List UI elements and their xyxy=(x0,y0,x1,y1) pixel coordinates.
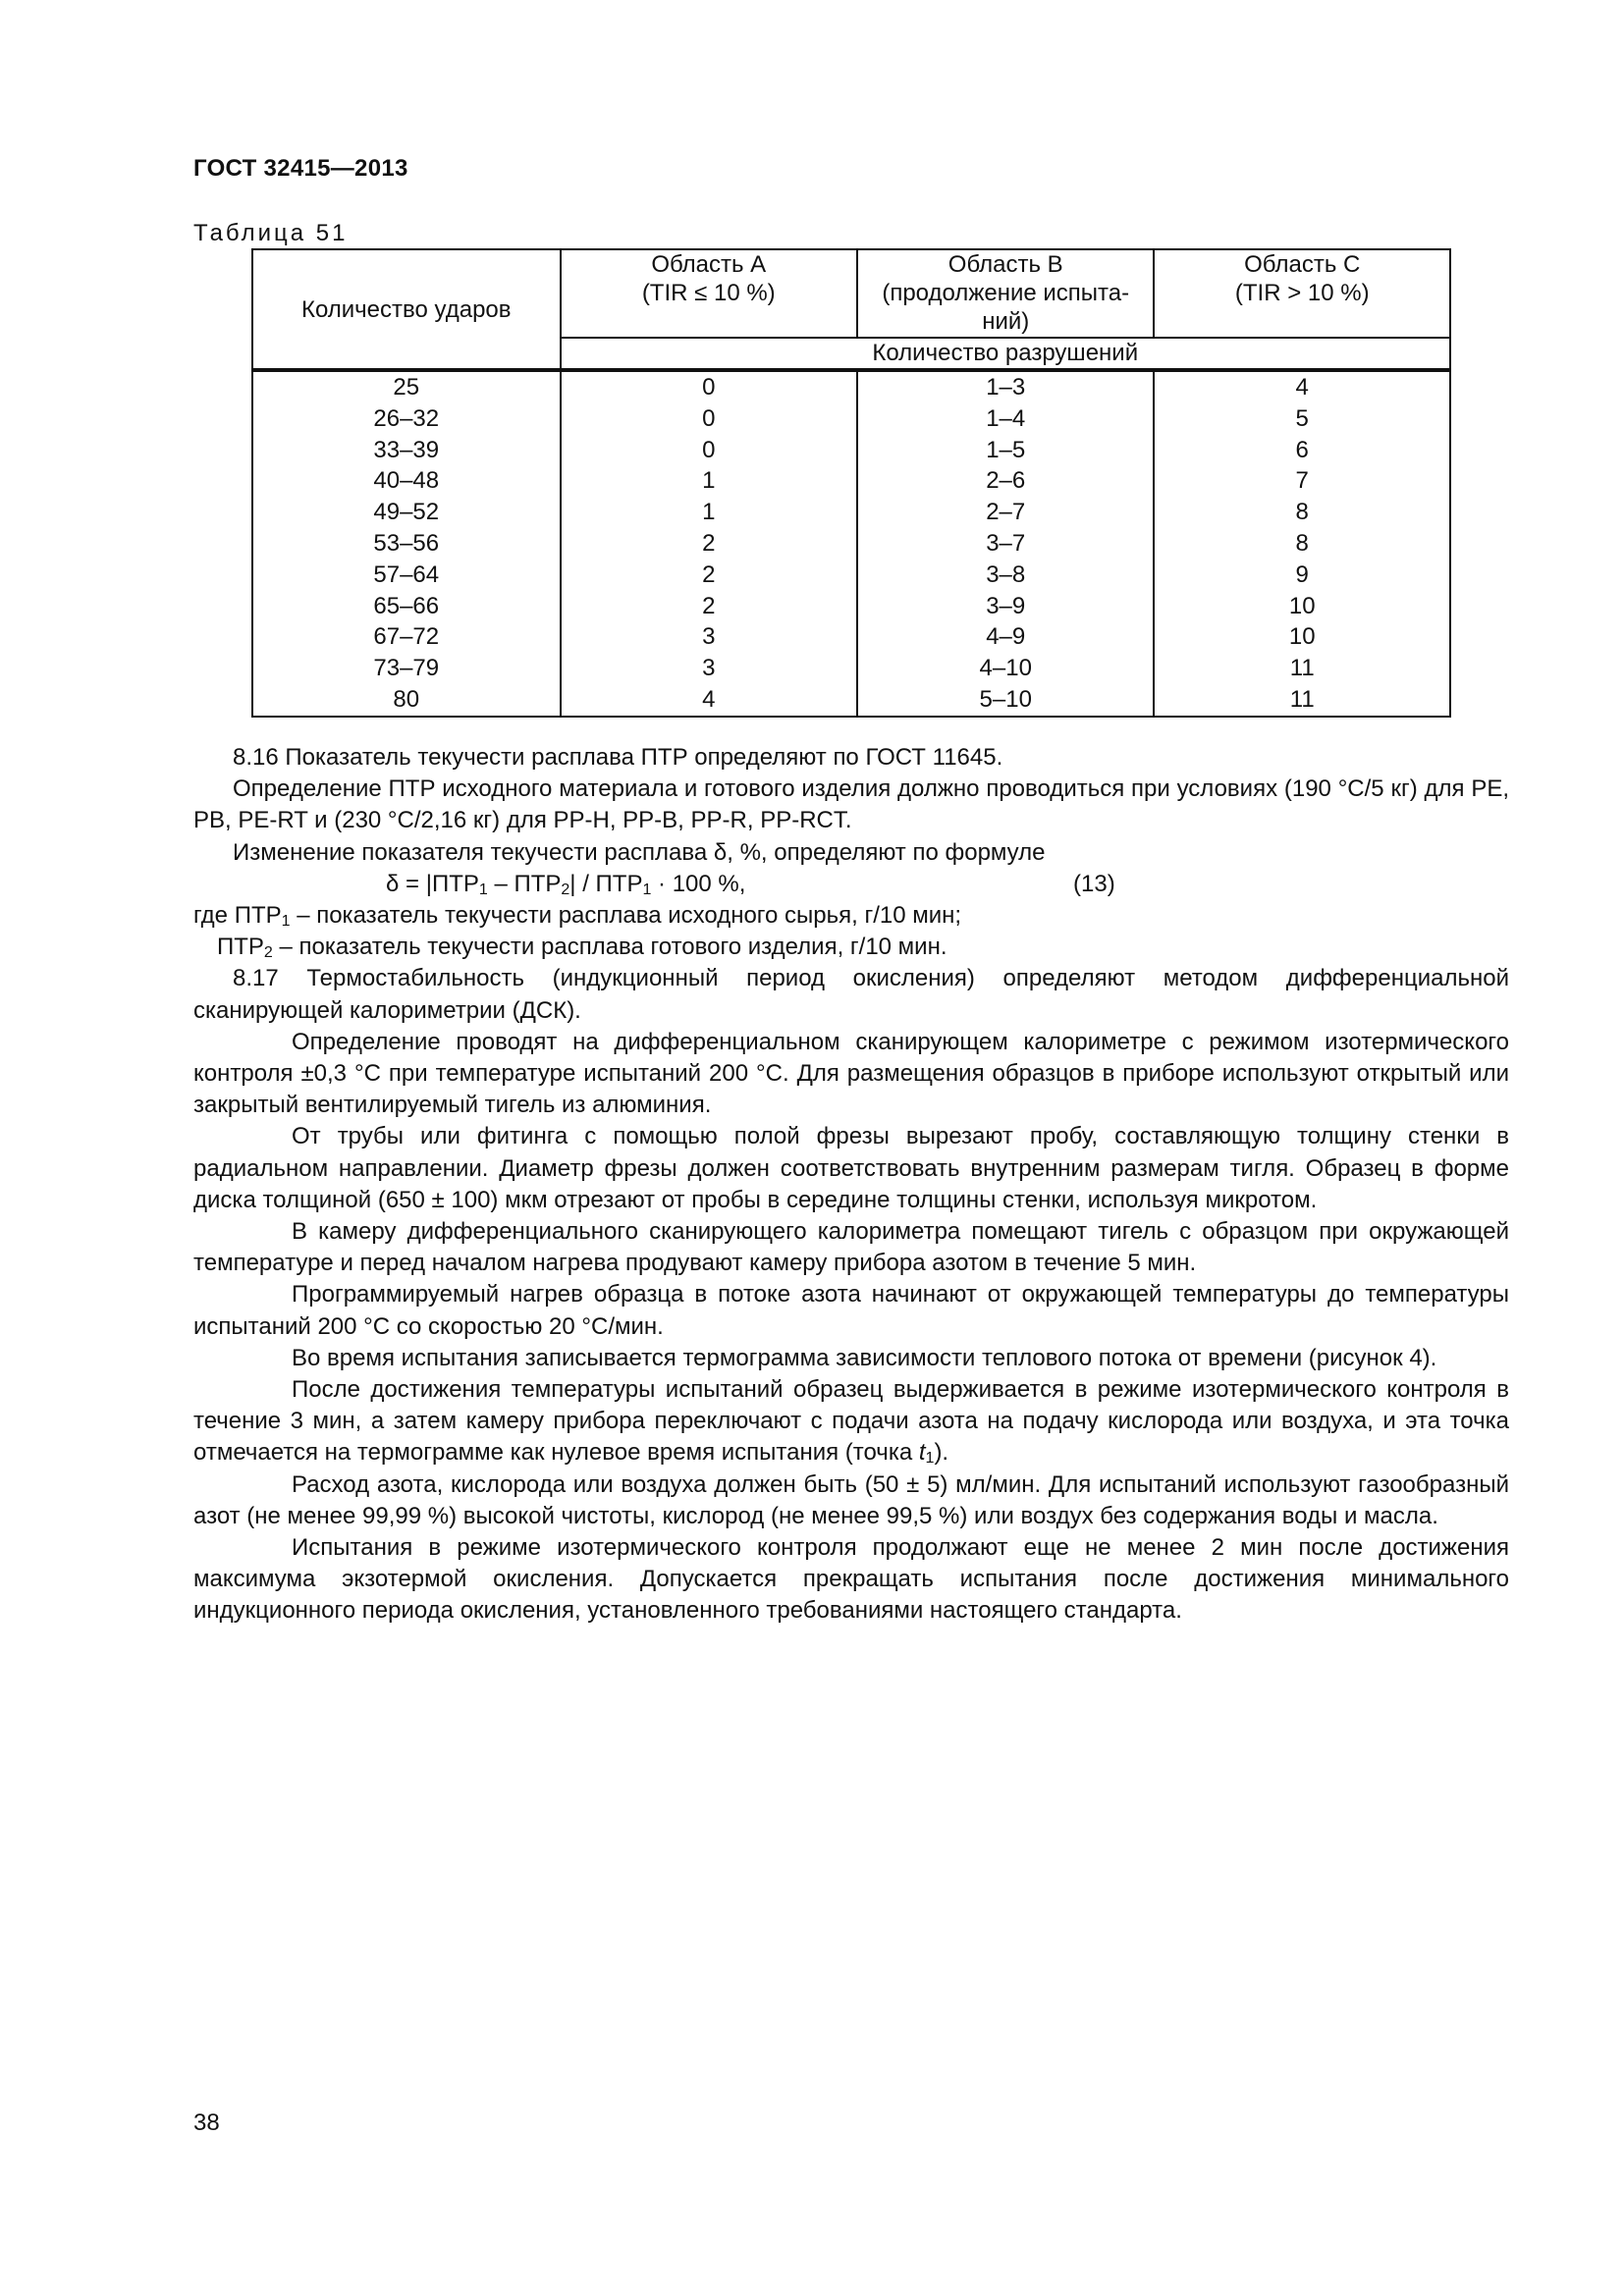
table-row xyxy=(252,497,1450,528)
region-c-cell: 7 xyxy=(1154,465,1450,497)
impact-failures-table xyxy=(251,248,1451,718)
body-text xyxy=(193,742,1509,1628)
region-c-cell: 8 xyxy=(1154,528,1450,560)
header-region-b: Область В (продолжение испыта- ний) xyxy=(857,249,1154,338)
table-row xyxy=(252,465,1450,497)
paragraph-thermogram: Во время испытания записывается термограмма зависимости теплового потока от времени (рисунок 4). xyxy=(292,1344,1437,1371)
paragraph-8-17: 8.17 Термостабильность (индукционный период окисления) определяют методом дифференциальной сканирующей калориметрии (ДСК). xyxy=(193,965,1509,1024)
region-a-cell: 3 xyxy=(561,653,857,684)
paragraph-sample-prep: От трубы или фитинга с помощью полой фрезы вырезают пробу, составляющую толщину стенки в радиальном направлении. Диаметр фрезы должен соответствовать внутренним размерам тигля. Образец в форме диска толщиной (650 ± 100) мкм отрезают от пробы в середине толщины стенки, используя микротом. xyxy=(193,1123,1509,1213)
impact-count-cell: 49–52 xyxy=(252,497,561,528)
impact-count-cell: 53–56 xyxy=(252,528,561,560)
header-region-c: Область С (TIR > 10 %) xyxy=(1154,249,1450,338)
formula-where-ptr2: $ПТР_2$ – показатель текучести расплава готового изделия, г/10 мин. xyxy=(217,934,947,962)
table-row xyxy=(252,403,1450,435)
impact-count-cell: 67–72 xyxy=(252,621,561,653)
impact-count-cell: 40–48 xyxy=(252,465,561,497)
impact-count-cell: 65–66 xyxy=(252,591,561,622)
region-b-cell: 4–10 xyxy=(857,653,1154,684)
region-b-cell: 3–9 xyxy=(857,591,1154,622)
region-b-cell: 5–10 xyxy=(857,684,1154,717)
paragraph-delta-intro: Изменение показателя текучести расплава δ, %, определяют по формуле xyxy=(233,838,1046,866)
page-number: 38 xyxy=(193,2109,220,2136)
region-c-cell: 11 xyxy=(1154,684,1450,717)
paragraph-test-end: Испытания в режиме изотермического контроля продолжают еще не менее 2 мин после достижения максимума экзотермой окисления. Допускается прекращать испытания после достижения минимального индукционного периода окисления, установленного требованиями настоящего стандарта. xyxy=(193,1534,1509,1625)
region-a-cell: 4 xyxy=(561,684,857,717)
region-c-cell: 9 xyxy=(1154,560,1450,591)
paragraph-8-16: 8.16 Показатель текучести расплава ПТР определяют по ГОСТ 11645. xyxy=(233,744,1003,771)
impact-count-cell: 25 xyxy=(252,370,561,403)
table-row xyxy=(252,435,1450,466)
region-b-cell: 4–9 xyxy=(857,621,1154,653)
paragraph-isothermal: После достижения температуры испытаний образец выдерживается в режиме изотермического контроля в течение 3 мин, а затем камеру прибора переключают с подачи азота на подачу кислорода или воздуха, и эта точка отмечается на термограмме как нулевое время испытания (точка $t_1$). xyxy=(193,1376,1509,1468)
region-c-cell: 10 xyxy=(1154,621,1450,653)
region-a-cell: 3 xyxy=(561,621,857,653)
impact-count-cell: 73–79 xyxy=(252,653,561,684)
paragraph-gas-flow: Расход азота, кислорода или воздуха должен быть (50 ± 5) мл/мин. Для испытаний используют газообразный азот (не менее 99,99 %) высокой чистоты, кислород (не менее 99,5 %) или воздух без содержания воды и масла. xyxy=(193,1470,1509,1529)
region-b-cell: 1–5 xyxy=(857,435,1154,466)
formula-expression: $\delta = |ПТР_1 - ПТР_2| / ПТР_1 \cdot 100$ %, xyxy=(386,870,746,898)
table-caption: Таблица 51 xyxy=(193,220,349,246)
region-c-cell: 11 xyxy=(1154,653,1450,684)
region-b-cell: 3–7 xyxy=(857,528,1154,560)
header-failures-count: Количество разрушений xyxy=(561,338,1451,370)
impact-count-cell: 80 xyxy=(252,684,561,717)
paragraph-ptr-conditions: Определение ПТР исходного материала и готового изделия должно проводиться при условиях (190 °С/5 кг) для PE, PB, PE-RT и (230 °С/2,16 кг) для PP-H, PP-B, PP-R, PP-RCT. xyxy=(193,775,1509,834)
table-row xyxy=(252,591,1450,622)
formula-13 xyxy=(193,869,1509,900)
table-row xyxy=(252,370,1450,403)
table-body xyxy=(252,370,1450,717)
document-header: ГОСТ 32415—2013 xyxy=(193,155,408,182)
table-row xyxy=(252,684,1450,717)
paragraph-heating: Программируемый нагрев образца в потоке азота начинают от окружающей температуры до температуры испытаний 200 °С со скоростью 20 °С/мин. xyxy=(193,1281,1509,1340)
impact-count-cell: 57–64 xyxy=(252,560,561,591)
region-c-cell: 10 xyxy=(1154,591,1450,622)
region-a-cell: 0 xyxy=(561,403,857,435)
impact-count-cell: 33–39 xyxy=(252,435,561,466)
region-a-cell: 2 xyxy=(561,591,857,622)
region-b-cell: 1–3 xyxy=(857,370,1154,403)
region-c-cell: 6 xyxy=(1154,435,1450,466)
region-a-cell: 1 xyxy=(561,497,857,528)
region-c-cell: 5 xyxy=(1154,403,1450,435)
region-b-cell: 1–4 xyxy=(857,403,1154,435)
formula-where-ptr1: где $ПТР_1$ – показатель текучести расплава исходного сырья, г/10 мин; xyxy=(193,902,962,930)
table-row xyxy=(252,528,1450,560)
region-b-cell: 2–7 xyxy=(857,497,1154,528)
region-a-cell: 0 xyxy=(561,435,857,466)
region-a-cell: 2 xyxy=(561,560,857,591)
region-a-cell: 1 xyxy=(561,465,857,497)
impact-count-cell: 26–32 xyxy=(252,403,561,435)
region-c-cell: 8 xyxy=(1154,497,1450,528)
region-b-cell: 3–8 xyxy=(857,560,1154,591)
region-a-cell: 2 xyxy=(561,528,857,560)
paragraph-chamber: В камеру дифференциального сканирующего калориметра помещают тигель с образцом при окружающей температуре и перед началом нагрева продувают камеру прибора азотом в течение 5 мин. xyxy=(193,1218,1509,1277)
table-row xyxy=(252,560,1450,591)
region-a-cell: 0 xyxy=(561,370,857,403)
header-impact-count: Количество ударов xyxy=(252,249,561,370)
region-c-cell: 4 xyxy=(1154,370,1450,403)
table-row xyxy=(252,621,1450,653)
header-region-a: Область А (TIR ≤ 10 %) xyxy=(561,249,857,338)
table-row xyxy=(252,653,1450,684)
formula-number: (13) xyxy=(1073,870,1115,897)
paragraph-dsc-setup: Определение проводят на дифференциальном сканирующем калориметре с режимом изотермического контроля ±0,3 °С при температуре испытаний 200 °С. Для размещения образцов в приборе используют открытый или закрытый вентилируемый тигель из алюминия. xyxy=(193,1028,1509,1119)
region-b-cell: 2–6 xyxy=(857,465,1154,497)
